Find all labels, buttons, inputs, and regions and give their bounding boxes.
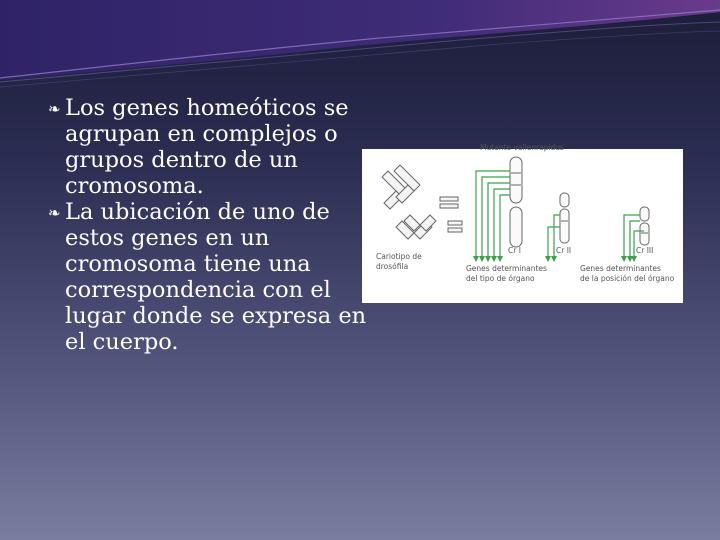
svg-text:Cariotipo de: Cariotipo de <box>376 252 422 261</box>
bullet-list <box>48 95 368 355</box>
karyotype-icon <box>382 165 462 239</box>
bullet-text: Los genes homeóticos se agrupan en complejos o grupos dentro de un cromosoma. <box>65 95 349 199</box>
leaf-bullet-icon: ❧ <box>48 100 61 118</box>
karyotype-label <box>376 252 422 271</box>
chromosome-2-label: Cr II <box>556 246 572 255</box>
bullet-text: La ubicación de uno de estos genes en un cromosoma tiene una correspondencia con el lugar donde se expresa en el cuerpo. <box>65 199 367 355</box>
arrows-chromosome-1 <box>476 171 510 261</box>
genes-position-caption <box>580 264 675 283</box>
svg-text:del tipo de órgano: del tipo de órgano <box>466 274 535 283</box>
leaf-bullet-icon: ❧ <box>48 204 61 222</box>
bullet-item <box>48 95 368 199</box>
svg-text:Genes determinantes: Genes determinantes <box>466 264 547 273</box>
header-banner <box>0 0 720 95</box>
chromosome-3-label: Cr III <box>636 246 654 255</box>
chromosome-2 <box>560 193 569 243</box>
chromosome-1-label: Cr I <box>508 246 521 255</box>
chromosome-figure <box>362 143 683 303</box>
bullet-item <box>48 199 368 355</box>
svg-text:de la posición del órgano: de la posición del órgano <box>580 274 675 283</box>
top-caption: Mutante vallenrapidus <box>480 143 564 152</box>
chromosome-diagram <box>362 143 683 303</box>
svg-text:drosófila: drosófila <box>376 262 409 271</box>
genes-type-caption <box>466 264 547 283</box>
svg-text:Genes determinantes: Genes determinantes <box>580 264 661 273</box>
chromosome-1 <box>510 157 522 247</box>
chromosome-3 <box>640 207 649 245</box>
